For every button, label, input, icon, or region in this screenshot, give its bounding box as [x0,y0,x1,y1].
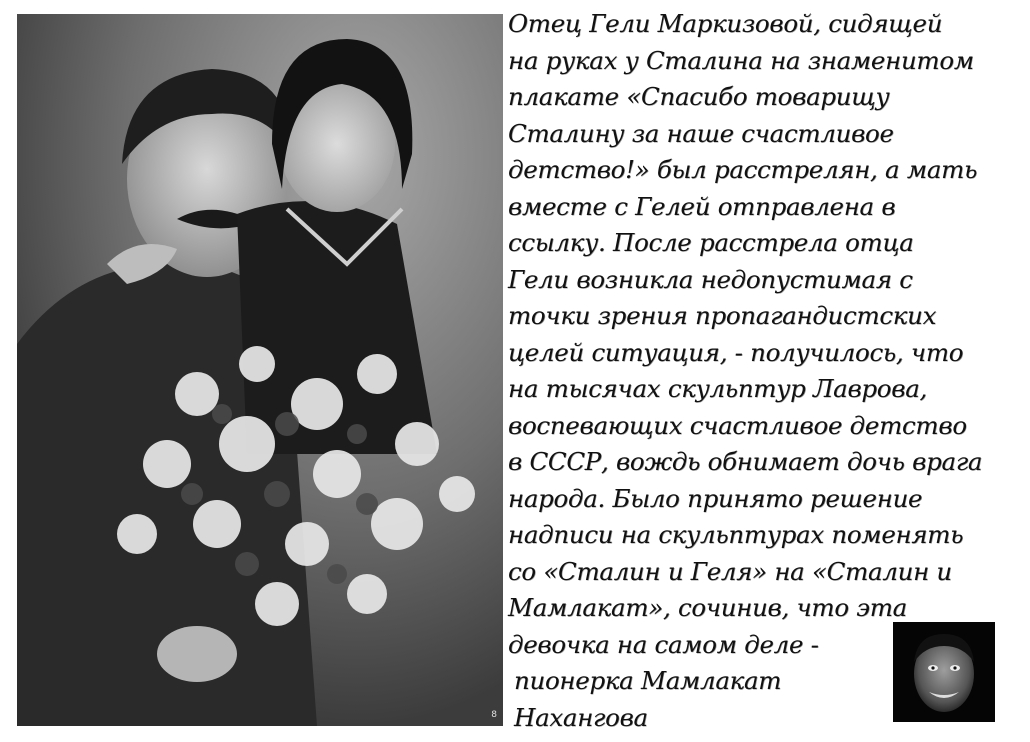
caption-line: воспевающих счастливое детство [508,410,967,440]
caption-line: пионерка Мамлакат [514,666,782,695]
caption-line: надписи на скульптурах поменять [508,520,964,549]
caption-line: целей ситуация, - получилось, что [508,337,964,367]
caption-line: Нахангова [514,702,648,732]
caption-line: Гели возникла недопустимая с [508,264,913,294]
caption-line: плакате «Спасибо товарищу [508,82,890,111]
caption-line: со «Сталин и Геля» на «Сталин и [508,556,952,586]
caption-line: на руках у Сталина на знаменитом [508,45,974,75]
caption-line: ссылку. После расстрела отца [508,228,914,257]
caption-line: на тысячах скульптур Лаврова, [508,374,928,403]
caption-line: точки зрения пропагандистских [508,301,937,330]
caption-line: Сталину за наше счастливое [508,118,894,148]
face-illustration [893,622,995,722]
caption-line: вместе с Гелей отправлена в [508,191,896,221]
caption-line: девочка на самом деле - [508,629,819,659]
caption-line: Отец Гели Маркизовой, сидящей [508,9,943,38]
photo-illustration [17,14,503,726]
photo-page-number: 8 [491,710,497,720]
caption-line: в СССР, вождь обнимает дочь врага [508,447,983,476]
face-avatar [893,622,995,722]
historical-photo [17,14,503,726]
caption-line: Мамлакат», сочинив, что эта [508,593,907,622]
caption-line: детство!» был расстрелян, а мать [508,155,978,184]
caption-line: народа. Было принято решение [508,483,923,513]
